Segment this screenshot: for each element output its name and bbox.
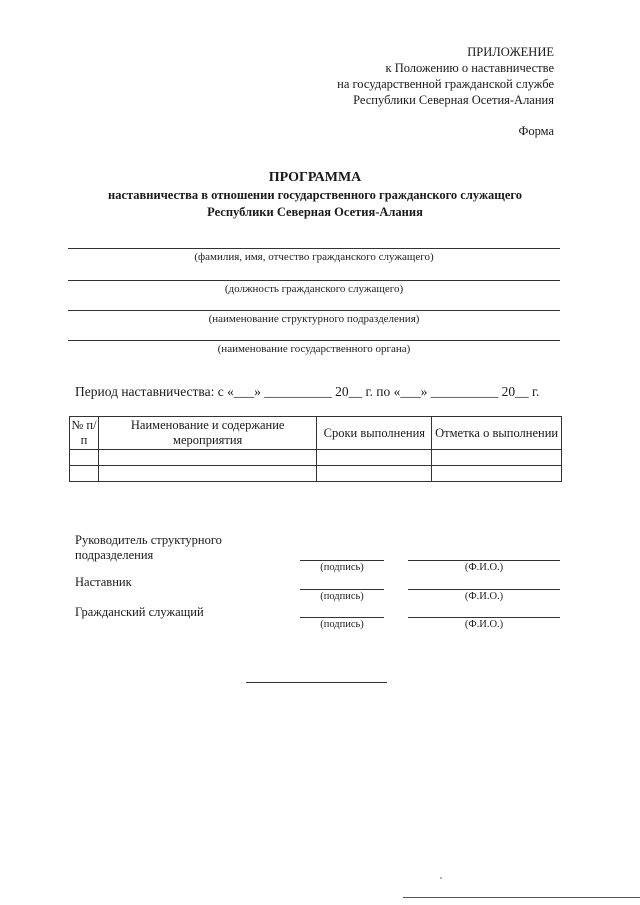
name-line-department-head[interactable] [408,560,560,561]
table-cell[interactable] [432,466,562,482]
table-header-row [70,417,562,450]
name-caption: (Ф.И.О.) [464,619,504,630]
program-table [69,416,562,482]
document-title: ПРОГРАММА [268,170,362,185]
col-header-activity: Наименование и содержание мероприятия [98,417,316,450]
col-header-completion: Отметка о выполнении [432,417,562,450]
table-cell[interactable] [98,466,316,482]
appendix-title: ПРИЛОЖЕНИЕ [467,45,554,59]
table-cell[interactable] [70,466,99,482]
table-cell[interactable] [98,450,316,466]
signature-label-mentor: Наставник [75,575,132,589]
end-rule [246,682,387,683]
signature-line-mentor[interactable] [300,589,384,590]
table-row [70,466,562,482]
scan-artifact [440,877,442,879]
appendix-header [337,44,554,108]
signature-caption: (подпись) [320,591,364,602]
signature-line-civil-servant[interactable] [300,617,384,618]
appendix-line-2: к Положению о наставничестве [385,61,554,75]
document-subtitle-line-1: наставничества в отношении государственного гражданского служащего [108,188,522,202]
field-caption-fullname: (фамилия, имя, отчество гражданского служащего) [194,251,434,263]
table-cell[interactable] [317,466,432,482]
col-header-number: № п/п [70,417,99,450]
field-caption-position: (должность гражданского служащего) [224,283,404,295]
field-line-fullname[interactable] [68,248,560,249]
table-cell[interactable] [317,450,432,466]
appendix-line-3: на государственной гражданской службе [337,77,554,91]
document-subtitle [60,187,570,221]
appendix-line-4: Республики Северная Осетия-Алания [353,93,554,107]
mentoring-period: Период наставничества: с «___» __________ 20__ г. по «___» __________ 20__ г. [75,384,540,399]
field-caption-department: (наименование структурного подразделения) [208,313,420,325]
col-header-deadline: Сроки выполнения [317,417,432,450]
field-line-agency[interactable] [68,340,560,341]
field-line-department[interactable] [68,310,560,311]
name-caption: (Ф.И.О.) [464,591,504,602]
signature-label-department-head: Руководитель структурного подразделения [75,533,222,562]
table-row [70,450,562,466]
signature-line-department-head[interactable] [300,560,384,561]
field-caption-agency: (наименование государственного органа) [217,343,411,355]
table-cell[interactable] [70,450,99,466]
name-line-civil-servant[interactable] [408,617,560,618]
name-line-mentor[interactable] [408,589,560,590]
signature-caption: (подпись) [320,619,364,630]
signature-caption: (подпись) [320,562,364,573]
scan-edge-line [403,897,640,898]
form-label: Форма [518,124,554,138]
document-subtitle-line-2: Республики Северная Осетия-Алания [207,205,423,219]
table-cell[interactable] [432,450,562,466]
signature-label-civil-servant: Гражданский служащий [75,605,204,619]
field-line-position[interactable] [68,280,560,281]
name-caption: (Ф.И.О.) [464,562,504,573]
